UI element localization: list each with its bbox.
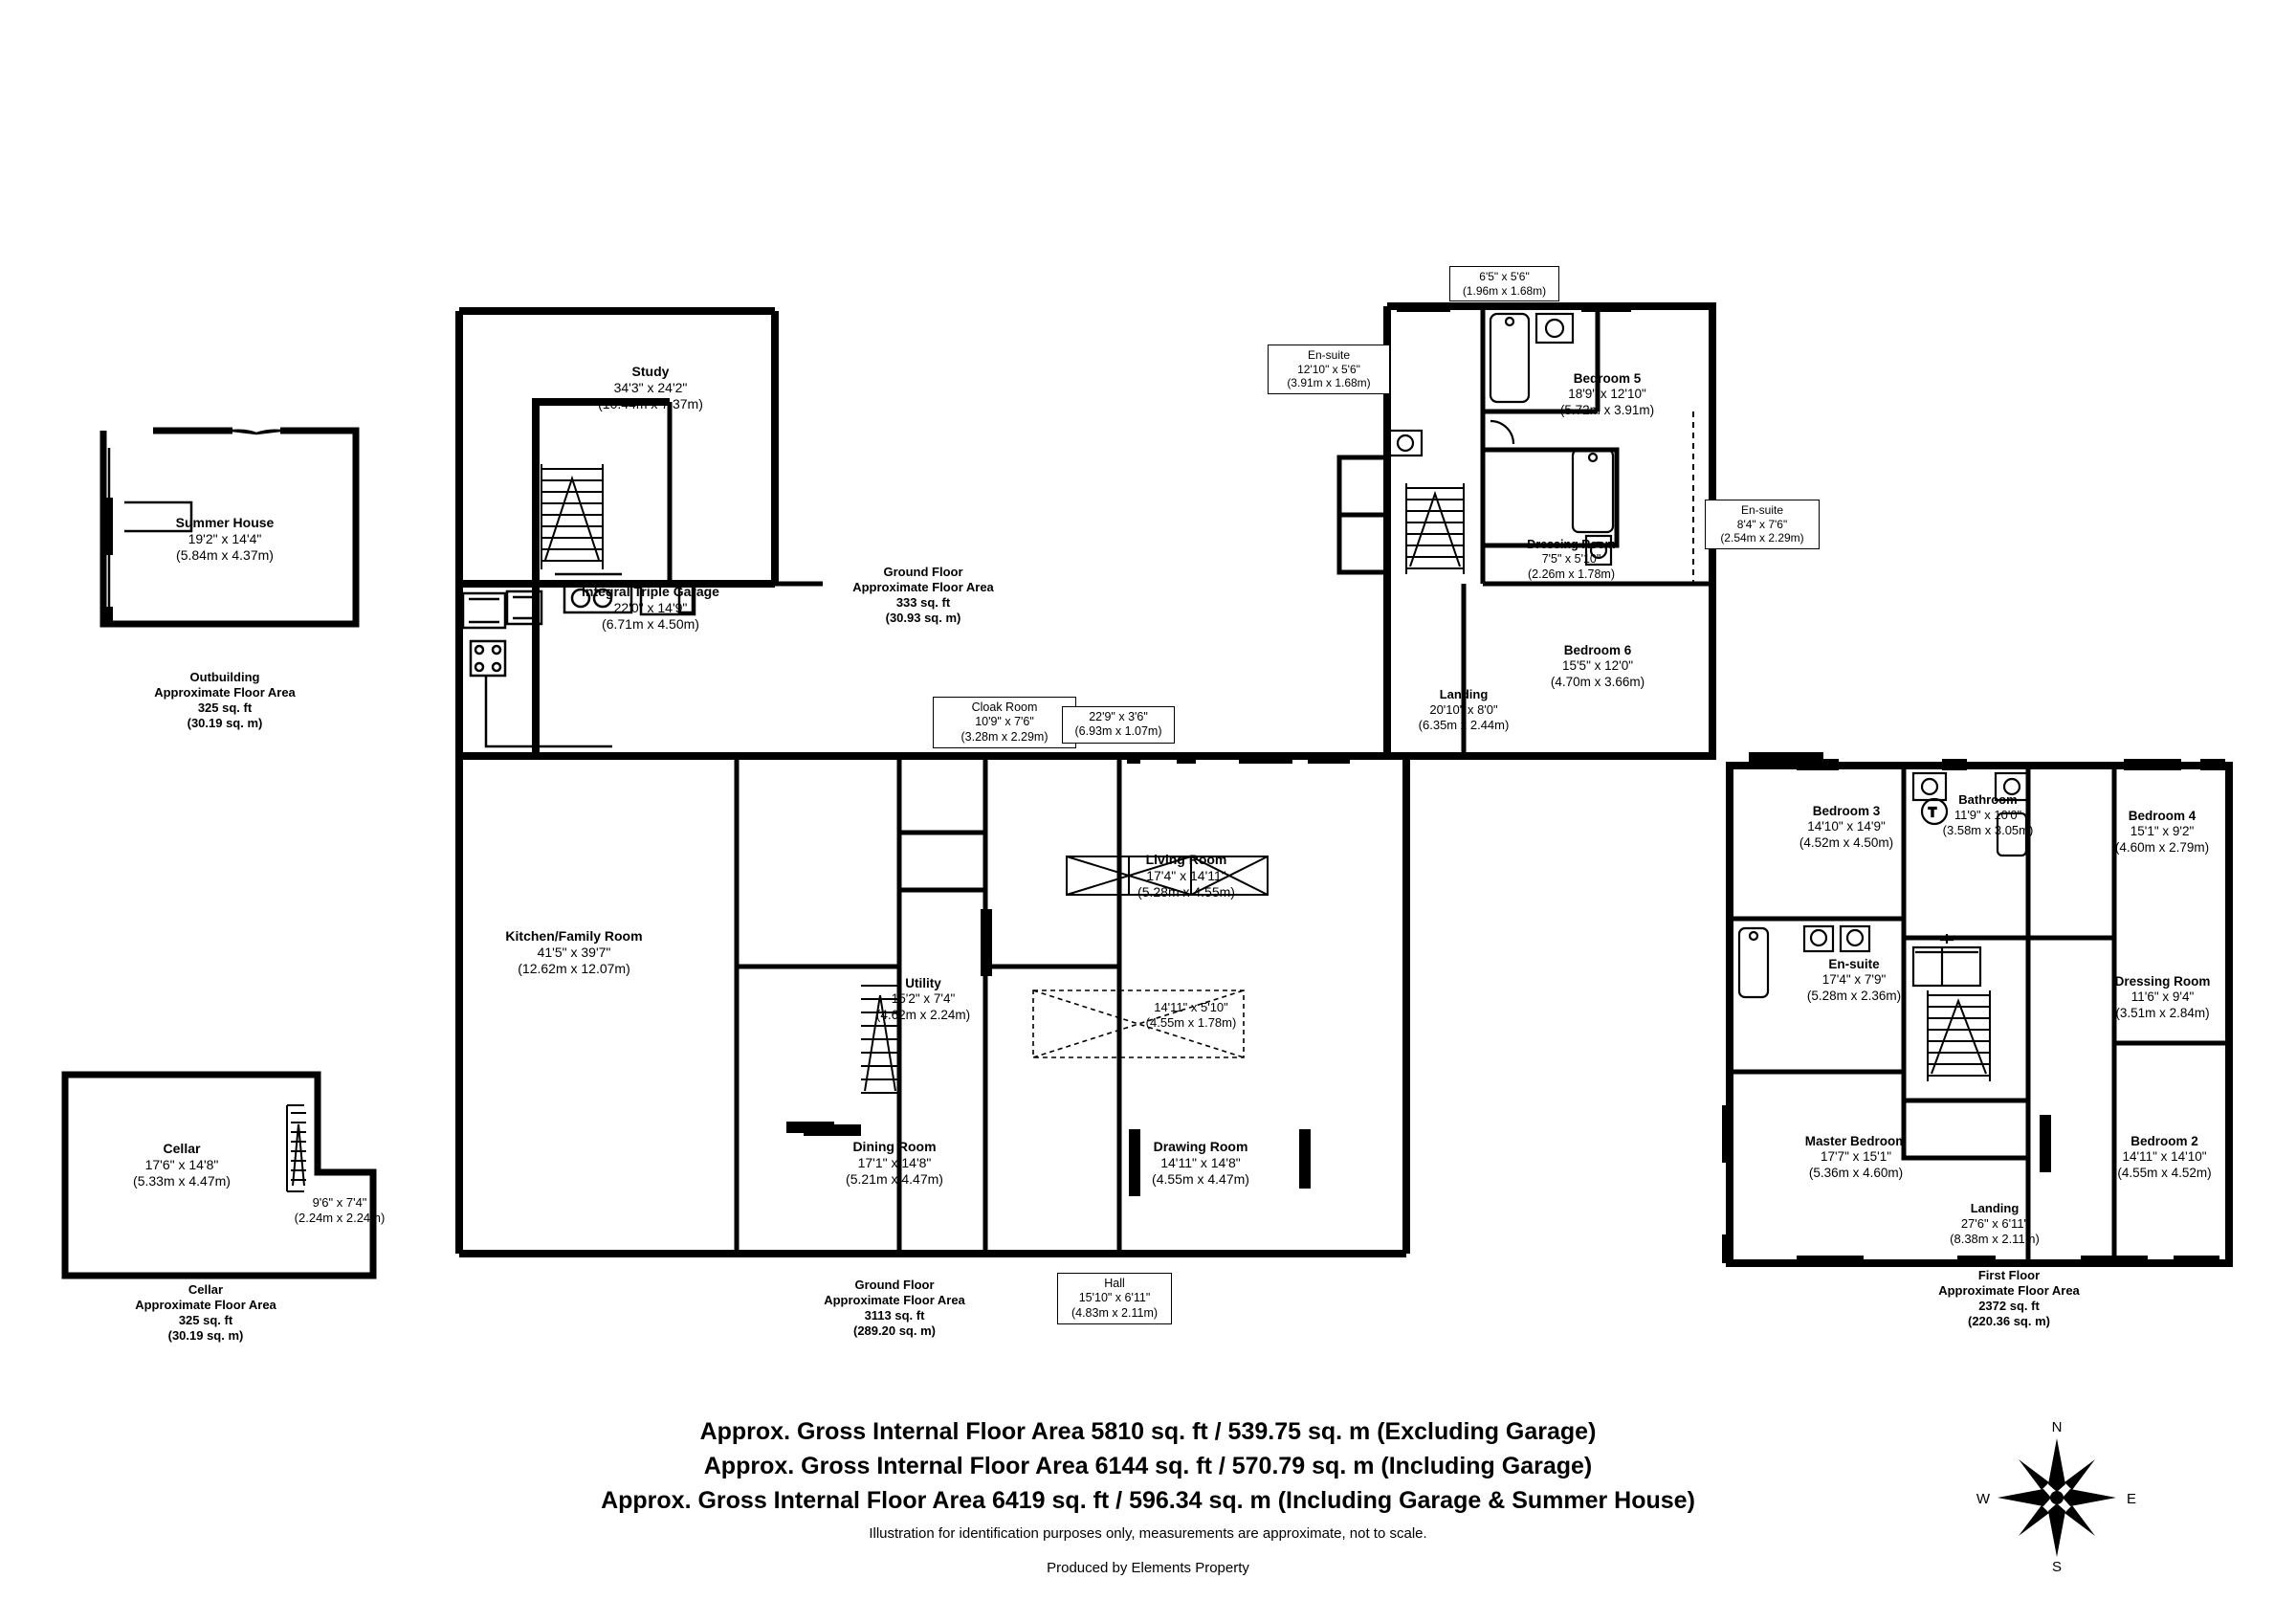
summer-house-dims-m: (5.84m x 4.37m) [176,547,274,564]
first-caption-line2: Approximate Floor Area [1938,1282,2080,1298]
wall-block [1127,752,1140,764]
cellar-caption-line2: Approximate Floor Area [135,1297,276,1312]
ensuite-left-box [1268,345,1390,394]
outbuilding-title: Outbuilding [189,670,260,684]
store-dims-ft: 14'11" x 5'10" [1154,1000,1228,1014]
drawing-room-label [1100,1139,1301,1188]
living-room-dims-m: (5.28m x 4.55m) [1137,884,1235,900]
ensuite-master-dims-m: (5.28m x 2.36m) [1806,988,1902,1003]
cellar-room-dims-ft: 17'6" x 14'8" [144,1157,219,1173]
wall-block [1722,1234,1733,1263]
ground-caption-area-ft: 3113 sq. ft [864,1307,925,1323]
living-room-label [1081,852,1292,900]
garage-area-caption [813,565,1033,625]
footer-note: Illustration for identification purposes only, measurements are approximate, not to scale. [869,1525,1427,1542]
ground-floor-caption [775,1278,1014,1338]
cloak-room-box [933,697,1076,748]
bedroom4-dims-m: (4.60m x 2.79m) [2114,839,2210,855]
bedroom6-name: Bedroom 6 [1563,643,1632,657]
landing-a-dims-ft: 20'10" x 8'0" [1429,701,1498,717]
bedroom3-dims-ft: 14'10" x 14'9" [1807,819,1886,834]
dressing-room-b-dims-ft: 11'6" x 9'4" [2130,989,2195,1005]
wall-block [1239,752,1292,764]
cellar-caption [96,1282,316,1343]
summer-house-name: Summer House [175,515,275,530]
bedroom2-dims-m: (4.55m x 4.52m) [2117,1165,2212,1180]
drawing-room-dims-m: (4.55m x 4.47m) [1152,1171,1249,1188]
bedroom6-dims-ft: 15'5" x 12'0" [1561,658,1634,674]
corridor-box [1062,706,1175,744]
wall-block [1957,1256,1996,1267]
wall-block [1397,302,1450,312]
landing-b-name: Landing [1970,1201,2020,1215]
footer-line-2: Approx. Gross Internal Floor Area 6144 sq. ft / 570.79 sq. m (Including Garage) [703,1453,1593,1479]
cloak-room-name: Cloak Room [971,700,1038,714]
wall-block [1942,759,1967,770]
store-dims-m: (4.55m x 1.78m) [1145,1014,1237,1030]
bedroom2-name: Bedroom 2 [2130,1134,2198,1148]
upper-bath-box [1449,266,1559,301]
first-caption-line1: First Floor [1977,1268,2041,1282]
ensuite-right-dims-m: (2.54m x 2.29m) [1720,531,1804,545]
outbuilding-area-ft: 325 sq. ft [197,700,253,715]
garage-dims-m: (6.71m x 4.50m) [602,616,699,633]
upper-bath-dims-ft: 6'5" x 5'6" [1479,270,1530,283]
garage-area-line2: Approximate Floor Area [852,579,994,594]
wall-block [2174,1256,2219,1267]
ensuite-left-dims-m: (3.91m x 1.68m) [1287,376,1371,390]
wall-block [981,909,992,976]
landing-a-dims-m: (6.35m x 2.44m) [1418,717,1510,732]
compass-rose [1971,1416,2143,1579]
landing-b-label [1909,1201,2081,1247]
bedroom5-name: Bedroom 5 [1573,371,1642,386]
wall-block [1581,302,1631,312]
summer-house-dims-ft: 19'2" x 14'4" [188,531,262,547]
upper-bath-dims-m: (1.96m x 1.68m) [1462,283,1547,298]
cellar-caption-area-m: (30.19 sq. m) [167,1327,244,1343]
landing-b-dims-m: (8.38m x 2.11m) [1950,1231,2040,1246]
bedroom6-dims-m: (4.70m x 3.66m) [1550,674,1645,689]
utility-label [837,976,1009,1023]
dining-room-label [794,1139,995,1188]
svg-text:N: N [2051,1419,2063,1435]
dressing-room-b-dims-m: (3.51m x 2.84m) [2115,1005,2210,1020]
utility-dims-m: (4.62m x 2.24m) [875,1007,971,1022]
cellar-small-dims-m: (2.24m x 2.24m) [294,1210,386,1225]
bedroom6-label [1502,643,1693,690]
dressing-room-a-name: Dressing Room [1527,538,1616,551]
wall-block [1177,752,1196,764]
ground-caption-line2: Approximate Floor Area [824,1292,965,1307]
study-label [536,364,765,412]
bedroom3-dims-m: (4.52m x 4.50m) [1799,834,1894,850]
ensuite-right-box [1705,500,1820,549]
upper-left-annex [1330,448,1397,582]
garage-label [536,584,765,633]
wall-block [2124,759,2181,770]
cellar-small-dims-ft: 9'6" x 7'4" [312,1195,367,1210]
bedroom5-dims-ft: 18'9" x 12'10" [1568,387,1646,402]
kitchen-label [426,928,722,977]
cloak-room-dims-m: (3.28m x 2.29m) [960,729,1049,744]
utility-name: Utility [905,976,941,990]
wall-block [1797,1256,1864,1267]
dressing-room-b-label [2069,974,2256,1021]
dressing-room-a-dims-ft: 7'5" x 5'10" [1541,552,1601,567]
master-bedroom-name: Master Bedroom [1804,1134,1908,1148]
wall-block [2200,759,2225,770]
first-floor-caption [1889,1268,2129,1328]
wall-block [1797,759,1839,770]
study-dims-ft: 34'3" x 24'2" [613,380,688,396]
dining-room-name: Dining Room [852,1139,937,1154]
drawing-room-dims-ft: 14'11" x 14'8" [1160,1155,1241,1171]
living-room-name: Living Room [1145,852,1227,867]
ensuite-master-name: En-suite [1828,957,1880,971]
bedroom4-label [2071,809,2253,856]
dressing-room-b-name: Dressing Room [2114,974,2211,989]
garage-name: Integral Triple Garage [582,584,719,599]
ground-caption-area-m: (289.20 sq. m) [853,1323,936,1338]
dining-room-dims-m: (5.21m x 4.47m) [846,1171,943,1188]
living-room-dims-ft: 17'4" x 14'11" [1146,868,1226,884]
utility-dims-ft: 15'2" x 7'4" [891,991,956,1007]
wall-block [804,1124,861,1136]
drawing-room-name: Drawing Room [1153,1139,1248,1154]
outbuilding-caption [115,670,335,730]
footer-line-1: Approx. Gross Internal Floor Area 5810 sq. ft / 539.75 sq. m (Excluding Garage) [699,1418,1597,1445]
corridor-dims-ft: 22'9" x 3'6" [1089,710,1148,723]
ensuite-right-dims-ft: 8'4" x 7'6" [1736,517,1788,531]
ensuite-master-dims-ft: 17'4" x 7'9" [1821,972,1887,988]
landing-b-dims-ft: 27'6" x 6'11" [1960,1215,2029,1231]
bedroom5-label [1512,371,1703,418]
ground-caption-line1: Ground Floor [854,1278,935,1292]
bathroom-label [1902,792,2074,838]
outbuilding-area-line: Approximate Floor Area [154,684,296,700]
corridor-dims-m: (6.93m x 1.07m) [1074,724,1162,739]
svg-text:W: W [1976,1491,1991,1507]
wall-block [1308,752,1350,764]
bedroom5-dims-m: (5.72m x 3.91m) [1559,402,1655,417]
hall-dims-m: (4.83m x 2.11m) [1071,1305,1159,1320]
hall-name: Hall [1104,1277,1125,1290]
svg-text:E: E [2126,1491,2137,1507]
wall-block [2040,1115,2051,1172]
hall-box [1057,1273,1172,1324]
bathroom-dims-m: (3.58m x 3.05m) [1942,822,2034,837]
landing-a-name: Landing [1439,687,1489,701]
ensuite-left-dims-ft: 12'10" x 5'6" [1297,362,1360,376]
garage-area-line1: Ground Floor [883,565,963,579]
garage-area-ft: 333 sq. ft [895,594,951,610]
hall-dims-ft: 15'10" x 6'11" [1078,1291,1151,1305]
garage-area-m: (30.93 sq. m) [885,610,961,625]
master-bedroom-dims-ft: 17'7" x 15'1" [1820,1149,1892,1165]
cellar-room-dims-m: (5.33m x 4.47m) [133,1173,231,1189]
cellar-caption-title: Cellar [188,1282,224,1297]
first-caption-area-ft: 2372 sq. ft [1978,1298,2040,1313]
kitchen-dims-m: (12.62m x 12.07m) [518,961,630,977]
dressing-room-a-label [1488,538,1655,582]
kitchen-dims-ft: 41'5" x 39'7" [537,945,611,961]
bathroom-dims-ft: 11'9" x 10'0" [1954,807,2022,822]
wall-block [2081,1256,2148,1267]
study-dims-m: (10.44m x 7.37m) [598,396,703,412]
bedroom2-dims-ft: 14'11" x 14'10" [2122,1149,2207,1165]
footer-producer: Produced by Elements Property [1047,1560,1249,1576]
first-caption-area-m: (220.36 sq. m) [1968,1313,2050,1328]
cellar-room-label [86,1141,277,1189]
cloak-room-dims-ft: 10'9" x 7'6" [975,715,1034,729]
ensuite-left-name: En-suite [1307,348,1351,362]
kitchen-name: Kitchen/Family Room [505,928,643,944]
garage-dims-ft: 22'0" x 14'9" [613,600,688,616]
bathroom-name: Bathroom [1958,792,2018,807]
study-name: Study [631,364,670,379]
svg-text:T: T [1929,805,1936,819]
footer-line-3: Approx. Gross Internal Floor Area 6419 sq. ft / 596.34 sq. m (Including Garage & Summer House) [601,1487,1695,1514]
bedroom4-dims-ft: 15'1" x 9'2" [2130,824,2195,839]
outbuilding-area-m: (30.19 sq. m) [187,715,263,730]
bedroom3-name: Bedroom 3 [1812,804,1881,818]
store-label [1100,1000,1282,1031]
cellar-caption-area-ft: 325 sq. ft [178,1312,233,1327]
svg-text:S: S [2051,1559,2063,1575]
wall-block [1722,1105,1733,1163]
ensuite-master-label [1758,957,1950,1004]
cellar-small-label [268,1195,411,1226]
dressing-room-a-dims-m: (2.26m x 1.78m) [1527,567,1615,581]
ensuite-right-name: En-suite [1740,503,1784,517]
summer-house-label [115,515,335,564]
master-bedroom-dims-m: (5.36m x 4.60m) [1808,1165,1904,1180]
master-bedroom-label [1751,1134,1961,1181]
bedroom4-name: Bedroom 4 [2128,809,2197,823]
bedroom2-label [2071,1134,2258,1181]
cellar-room-name: Cellar [163,1141,201,1156]
landing-a-label [1378,687,1550,733]
dining-room-dims-ft: 17'1" x 14'8" [857,1155,932,1171]
